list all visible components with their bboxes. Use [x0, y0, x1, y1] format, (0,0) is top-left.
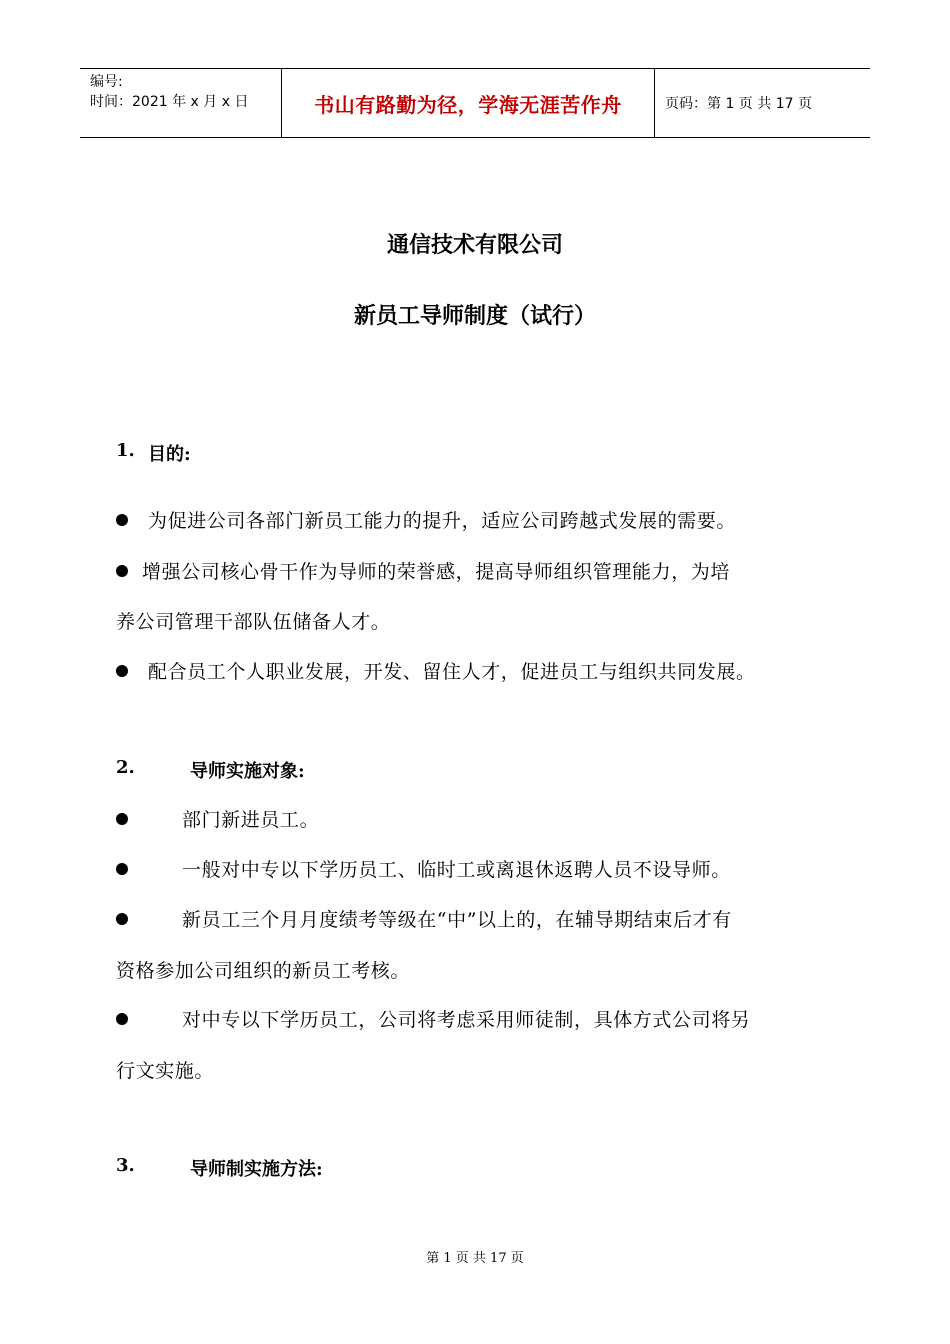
bullet-icon [116, 863, 128, 875]
header-meta-cell [80, 69, 282, 137]
document-time-label: 时间：2021 年 x 月 x 日 [90, 94, 249, 110]
document-number-label: 编号: [90, 74, 123, 90]
list-item: 一般对中专以下学历员工、临时工或离退休返聘人员不设导师。 [116, 855, 731, 882]
header-table [80, 68, 870, 138]
bullet-icon [116, 1013, 128, 1025]
section-1-title: 目的: [148, 444, 191, 465]
section-2-title: 导师实施对象: [190, 761, 305, 782]
bullet-icon [116, 665, 128, 677]
list-item: 配合员工个人职业发展，开发、留住人才，促进员工与组织共同发展。 [116, 657, 756, 684]
section-2-number: 2. [116, 757, 135, 778]
section-1-number: 1. [116, 440, 135, 461]
bullet-icon [116, 565, 128, 577]
document-title: 新员工导师制度（试行） [353, 304, 596, 329]
list-item: 增强公司核心骨干作为导师的荣誉感，提高导师组织管理能力，为培 [116, 557, 730, 584]
header-page-cell [655, 69, 870, 137]
header-page-info: 页码：第 1 页 共 17 页 [665, 96, 812, 112]
section-3-number: 3. [116, 1155, 135, 1176]
list-item: 为促进公司各部门新员工能力的提升，适应公司跨越式发展的需要。 [116, 506, 736, 533]
list-item: 对中专以下学历员工，公司将考虑采用师徒制，具体方式公司将另 [116, 1005, 750, 1032]
bullet-icon [116, 913, 128, 925]
page-footer: 第 1 页 共 17 页 [426, 1251, 524, 1266]
list-item-continuation: 行文实施。 [116, 1060, 215, 1082]
list-item: 部门新进员工。 [116, 805, 319, 832]
list-item-continuation: 资格参加公司组织的新员工考核。 [116, 960, 411, 982]
list-item: 新员工三个月月度绩考等级在“中”以上的，在辅导期结束后才有 [116, 905, 732, 932]
section-3-title: 导师制实施方法: [190, 1159, 323, 1180]
bullet-icon [116, 813, 128, 825]
list-item-continuation: 养公司管理干部队伍储备人才。 [116, 611, 391, 633]
header-motto-cell [282, 69, 655, 137]
bullet-icon [116, 514, 128, 526]
header-motto: 书山有路勤为径，学海无涯苦作舟 [314, 92, 622, 117]
company-title: 通信技术有限公司 [386, 233, 563, 258]
